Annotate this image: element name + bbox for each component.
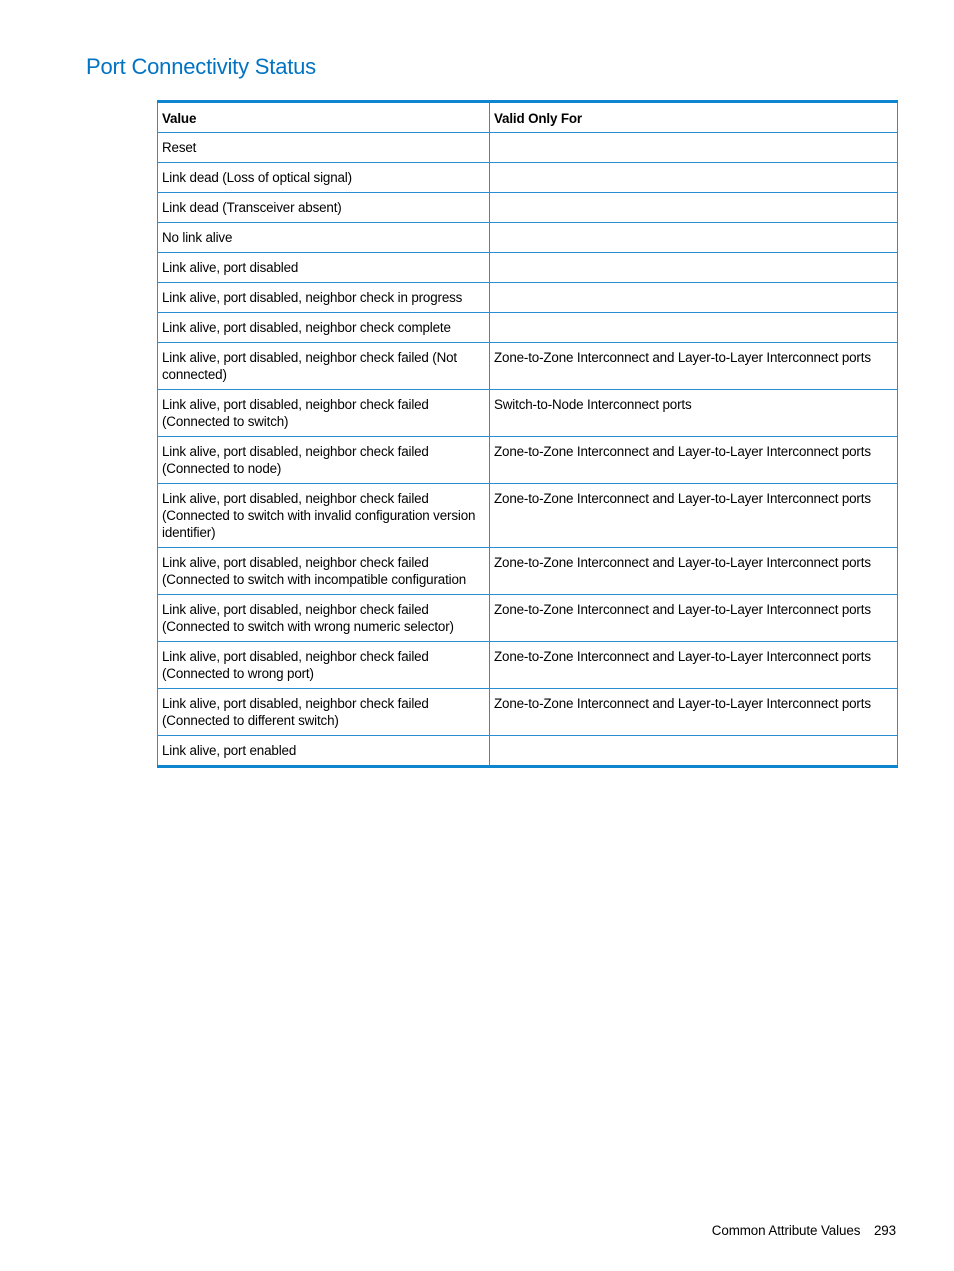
value-cell: No link alive <box>158 223 490 253</box>
value-cell: Link alive, port disabled, neighbor check failed (Connected to switch with wrong numeric selector) <box>158 595 490 642</box>
column-header-value: Value <box>158 102 490 133</box>
table-row <box>158 313 898 343</box>
value-cell: Link dead (Loss of optical signal) <box>158 163 490 193</box>
value-cell: Link dead (Transceiver absent) <box>158 193 490 223</box>
table-row <box>158 163 898 193</box>
table-row <box>158 193 898 223</box>
table-row <box>158 484 898 548</box>
table-row <box>158 133 898 163</box>
value-cell: Link alive, port disabled, neighbor check failed (Connected to switch with incompatible configuration <box>158 548 490 595</box>
table-row <box>158 253 898 283</box>
table-row <box>158 223 898 253</box>
valid-for-cell <box>490 223 898 253</box>
valid-for-cell <box>490 163 898 193</box>
table-row <box>158 689 898 736</box>
valid-for-cell: Zone-to-Zone Interconnect and Layer-to-Layer Interconnect ports <box>490 548 898 595</box>
value-cell: Reset <box>158 133 490 163</box>
valid-for-cell <box>490 283 898 313</box>
value-cell: Link alive, port disabled <box>158 253 490 283</box>
valid-for-cell <box>490 736 898 767</box>
valid-for-cell <box>490 313 898 343</box>
valid-for-cell <box>490 133 898 163</box>
table-row <box>158 283 898 313</box>
table-row <box>158 548 898 595</box>
table-row <box>158 736 898 767</box>
table-row <box>158 437 898 484</box>
valid-for-cell: Zone-to-Zone Interconnect and Layer-to-Layer Interconnect ports <box>490 595 898 642</box>
value-cell: Link alive, port enabled <box>158 736 490 767</box>
valid-for-cell: Zone-to-Zone Interconnect and Layer-to-Layer Interconnect ports <box>490 437 898 484</box>
table-row <box>158 642 898 689</box>
attribute-table-container <box>157 100 897 768</box>
table-row <box>158 595 898 642</box>
page-title: Port Connectivity Status <box>86 54 316 79</box>
page-footer <box>712 1222 896 1240</box>
valid-for-cell: Zone-to-Zone Interconnect and Layer-to-Layer Interconnect ports <box>490 689 898 736</box>
valid-for-cell: Zone-to-Zone Interconnect and Layer-to-Layer Interconnect ports <box>490 642 898 689</box>
value-cell: Link alive, port disabled, neighbor check failed (Connected to switch) <box>158 390 490 437</box>
value-cell: Link alive, port disabled, neighbor check failed (Connected to node) <box>158 437 490 484</box>
value-cell: Link alive, port disabled, neighbor check complete <box>158 313 490 343</box>
footer-section-title: Common Attribute Values <box>711 1223 861 1238</box>
value-cell: Link alive, port disabled, neighbor check failed (Not connected) <box>158 343 490 390</box>
value-cell: Link alive, port disabled, neighbor check failed (Connected to switch with invalid configuration version identifier) <box>158 484 490 548</box>
valid-for-cell: Zone-to-Zone Interconnect and Layer-to-Layer Interconnect ports <box>490 484 898 548</box>
value-cell: Link alive, port disabled, neighbor check failed (Connected to wrong port) <box>158 642 490 689</box>
valid-for-cell <box>490 253 898 283</box>
value-cell: Link alive, port disabled, neighbor check in progress <box>158 283 490 313</box>
value-cell: Link alive, port disabled, neighbor check failed (Connected to different switch) <box>158 689 490 736</box>
table-row <box>158 343 898 390</box>
column-header-valid-only-for: Valid Only For <box>490 102 898 133</box>
table-row <box>158 390 898 437</box>
valid-for-cell: Zone-to-Zone Interconnect and Layer-to-Layer Interconnect ports <box>490 343 898 390</box>
page-number: 293 <box>873 1223 896 1238</box>
valid-for-cell: Switch-to-Node Interconnect ports <box>490 390 898 437</box>
table-header-row <box>158 102 898 133</box>
port-connectivity-table <box>157 100 898 768</box>
valid-for-cell <box>490 193 898 223</box>
